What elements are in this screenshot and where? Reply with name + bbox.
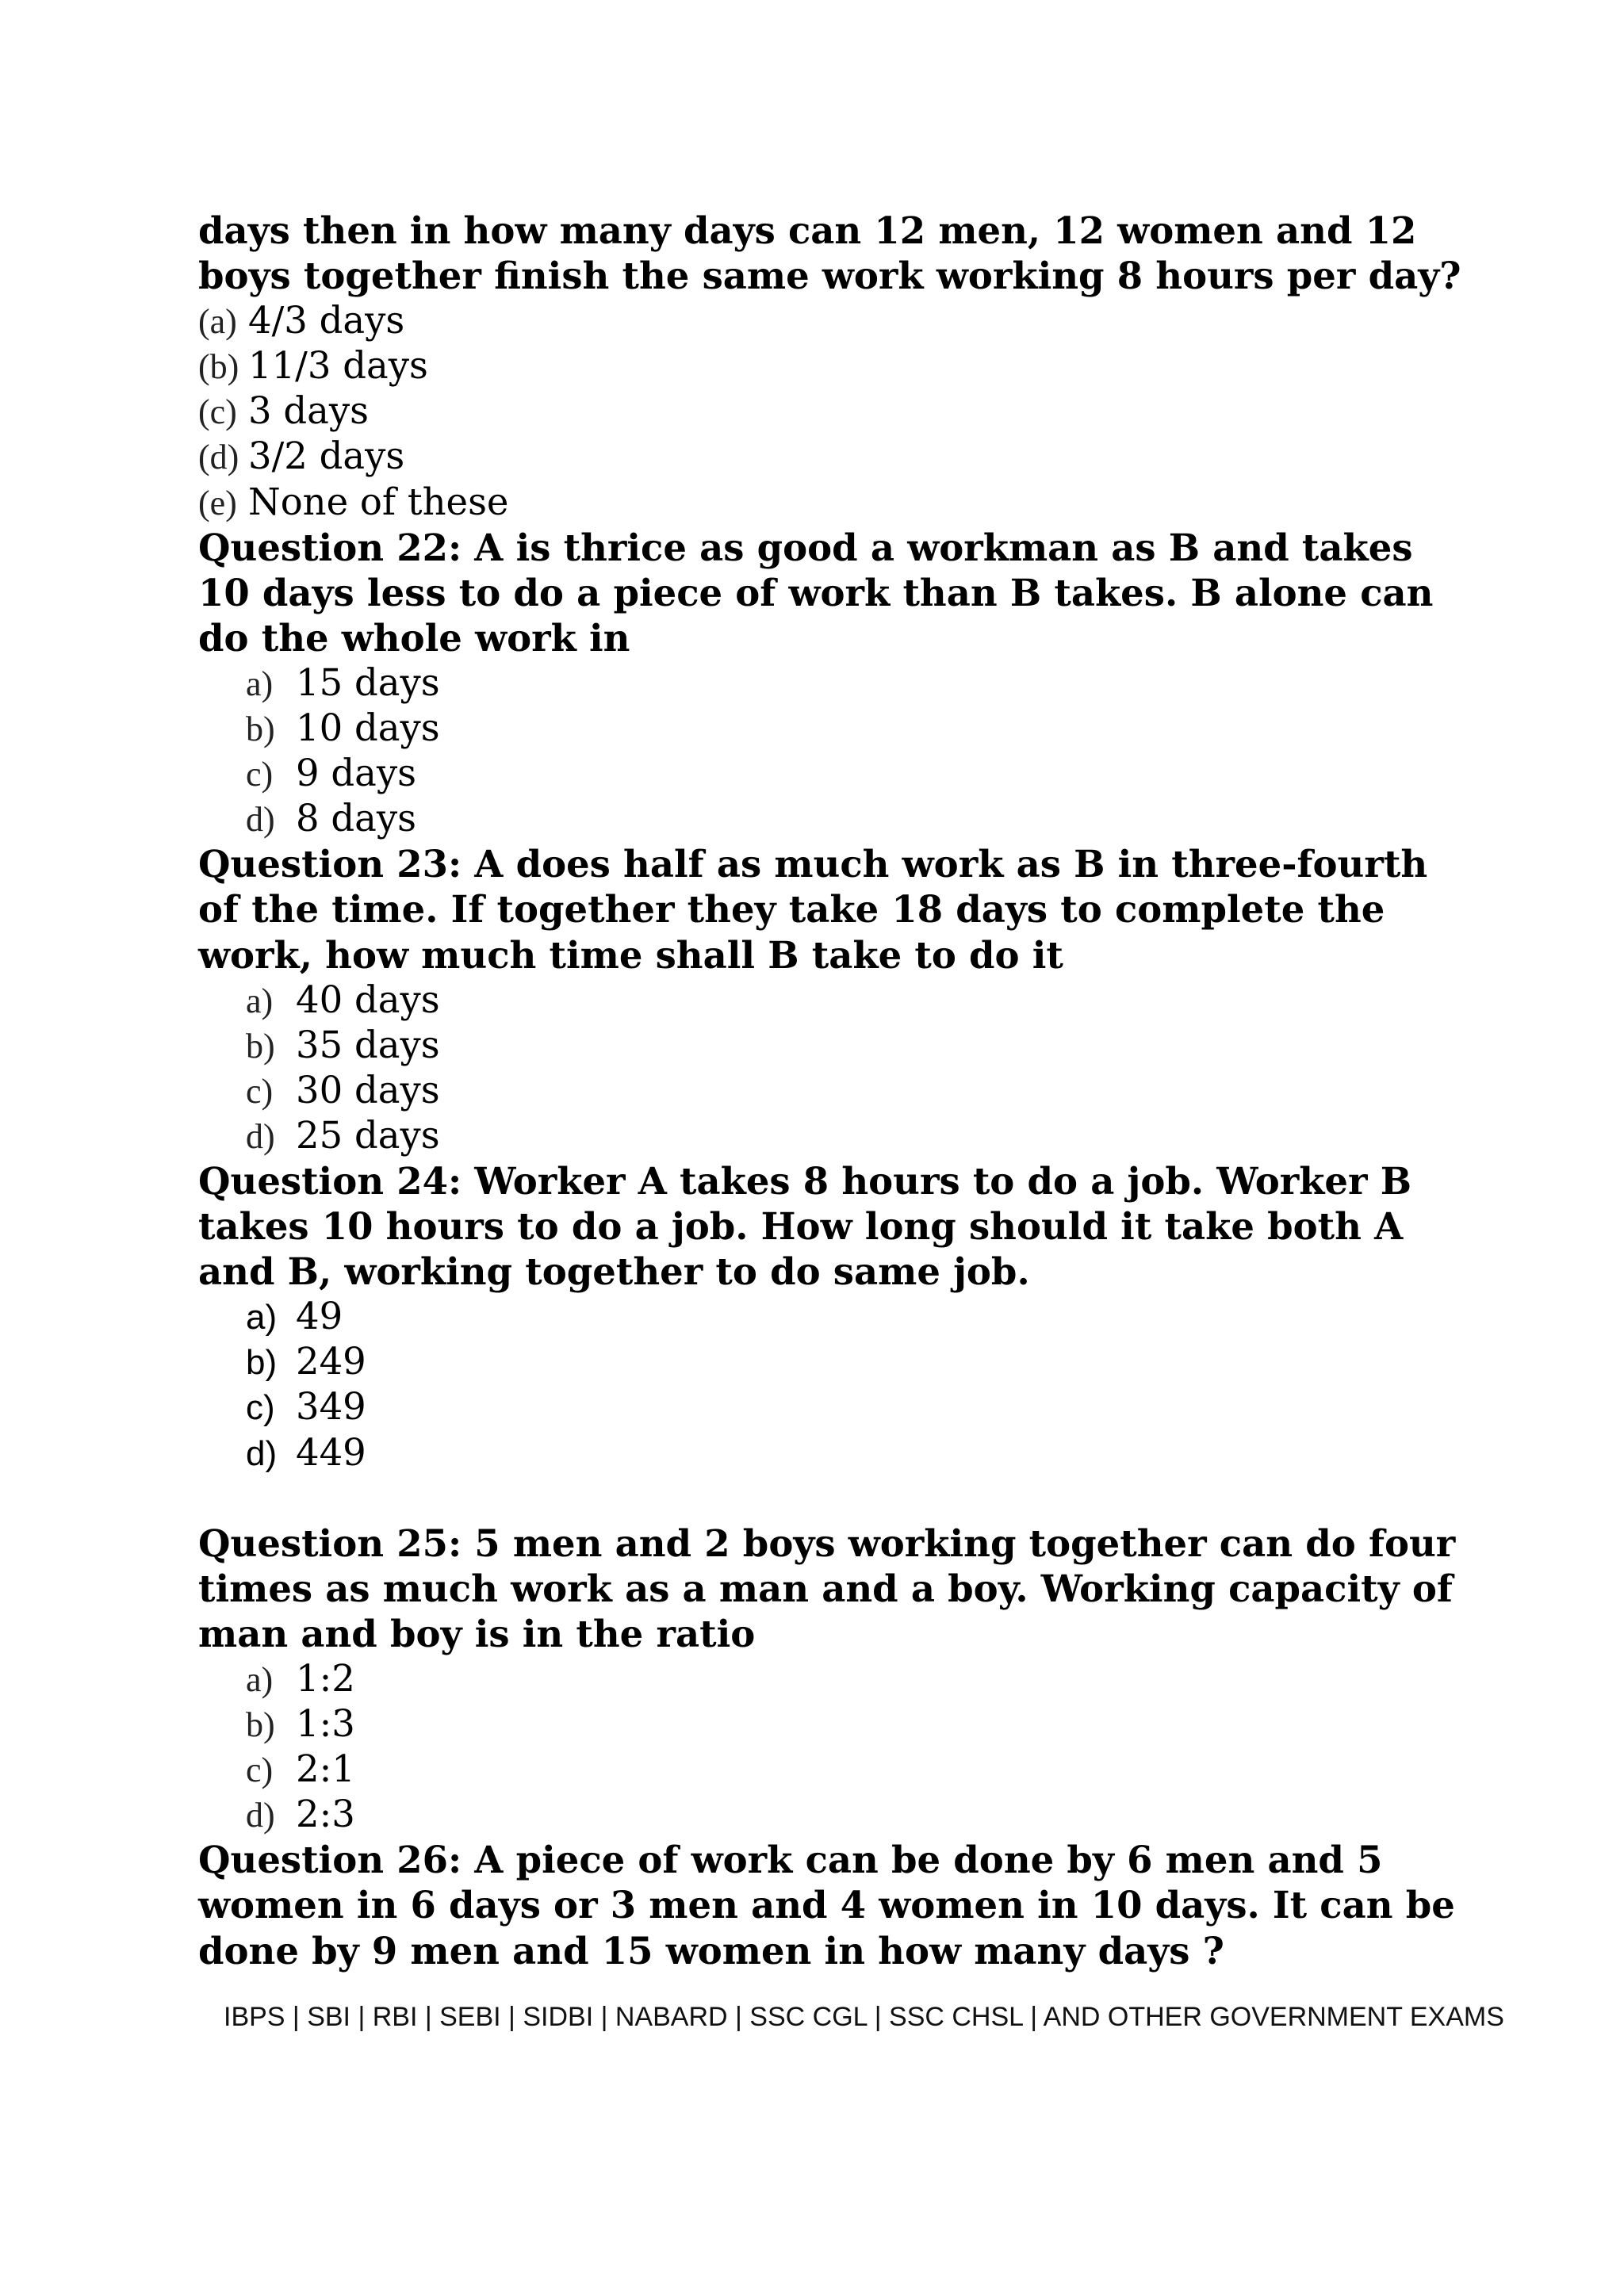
question-text-line: 10 days less to do a piece of work than B takes. B alone can xyxy=(198,570,1434,614)
question-text-line: Question 23: A does half as much work as B in three-fourth xyxy=(198,842,1428,886)
blank-line xyxy=(198,1475,1451,1521)
question-text-line: days then in how many days can 12 men, 12 women and 12 xyxy=(198,209,1417,252)
question-text-line: boys together finish the same work working 8 hours per day? xyxy=(198,254,1461,298)
option-e: (e) None of these xyxy=(198,480,509,523)
question-text-line: Question 24: Worker A takes 8 hours to do a job. Worker B xyxy=(198,1158,1412,1203)
question-text-line: takes 10 hours to do a job. How long should it take both A xyxy=(198,1204,1404,1249)
option-b: b) 35 days xyxy=(246,1023,440,1066)
question-25 xyxy=(198,1521,1456,1838)
question-21-continuation xyxy=(198,208,1461,525)
option-c: c) 30 days xyxy=(246,1068,440,1112)
option-c: (c) 3 days xyxy=(198,389,369,433)
question-text-line: done by 9 men and 15 women in how many days ? xyxy=(198,1928,1224,1973)
document-page xyxy=(198,208,1461,1973)
question-text-line: and B, working together to do same job. xyxy=(198,1249,1030,1294)
option-b: b) 249 xyxy=(246,1340,366,1383)
option-d: d) 8 days xyxy=(246,797,416,840)
option-a: a) 49 xyxy=(246,1295,343,1338)
question-text-line: Question 26: A piece of work can be done by 6 men and 5 xyxy=(198,1838,1383,1882)
question-text-line: women in 6 days or 3 men and 4 women in 10 days. It can be xyxy=(198,1883,1455,1927)
question-text-line: work, how much time shall B take to do it xyxy=(198,932,1063,977)
option-d: d) 2:3 xyxy=(246,1793,355,1836)
option-d: d) 449 xyxy=(246,1430,366,1474)
option-d: (d) 3/2 days xyxy=(198,434,405,478)
question-22 xyxy=(198,525,1451,842)
option-c: c) 2:1 xyxy=(246,1747,355,1791)
question-26 xyxy=(198,1837,1455,1973)
option-c: c) 9 days xyxy=(246,752,416,795)
option-d: d) 25 days xyxy=(246,1113,440,1157)
question-text-line: do the whole work in xyxy=(198,615,630,660)
question-text-line: of the time. If together they take 18 days to complete the xyxy=(198,887,1385,932)
question-text-line: times as much work as a man and a boy. Working capacity of xyxy=(198,1566,1453,1610)
option-b: b) 10 days xyxy=(246,706,440,750)
option-b: b) 1:3 xyxy=(246,1702,355,1746)
option-a: a) 1:2 xyxy=(246,1657,355,1700)
page-footer: IBPS | SBI | RBI | SEBI | SIDBI | NABARD | SSC CGL | SSC CHSL | AND OTHER GOVERNMENT EXAMS xyxy=(224,2002,1504,2032)
option-a: (a) 4/3 days xyxy=(198,299,405,342)
question-text-line: Question 25: 5 men and 2 boys working together can do four xyxy=(198,1521,1456,1565)
question-text-line: man and boy is in the ratio xyxy=(198,1611,756,1655)
question-23 xyxy=(198,841,1451,1158)
question-text-line: Question 22: A is thrice as good a workman as B and takes xyxy=(198,525,1413,569)
option-a: a) 15 days xyxy=(246,660,440,704)
option-a: a) 40 days xyxy=(246,978,440,1021)
option-b: (b) 11/3 days xyxy=(198,344,428,388)
question-24 xyxy=(198,1158,1451,1475)
option-c: c) 349 xyxy=(246,1385,366,1429)
